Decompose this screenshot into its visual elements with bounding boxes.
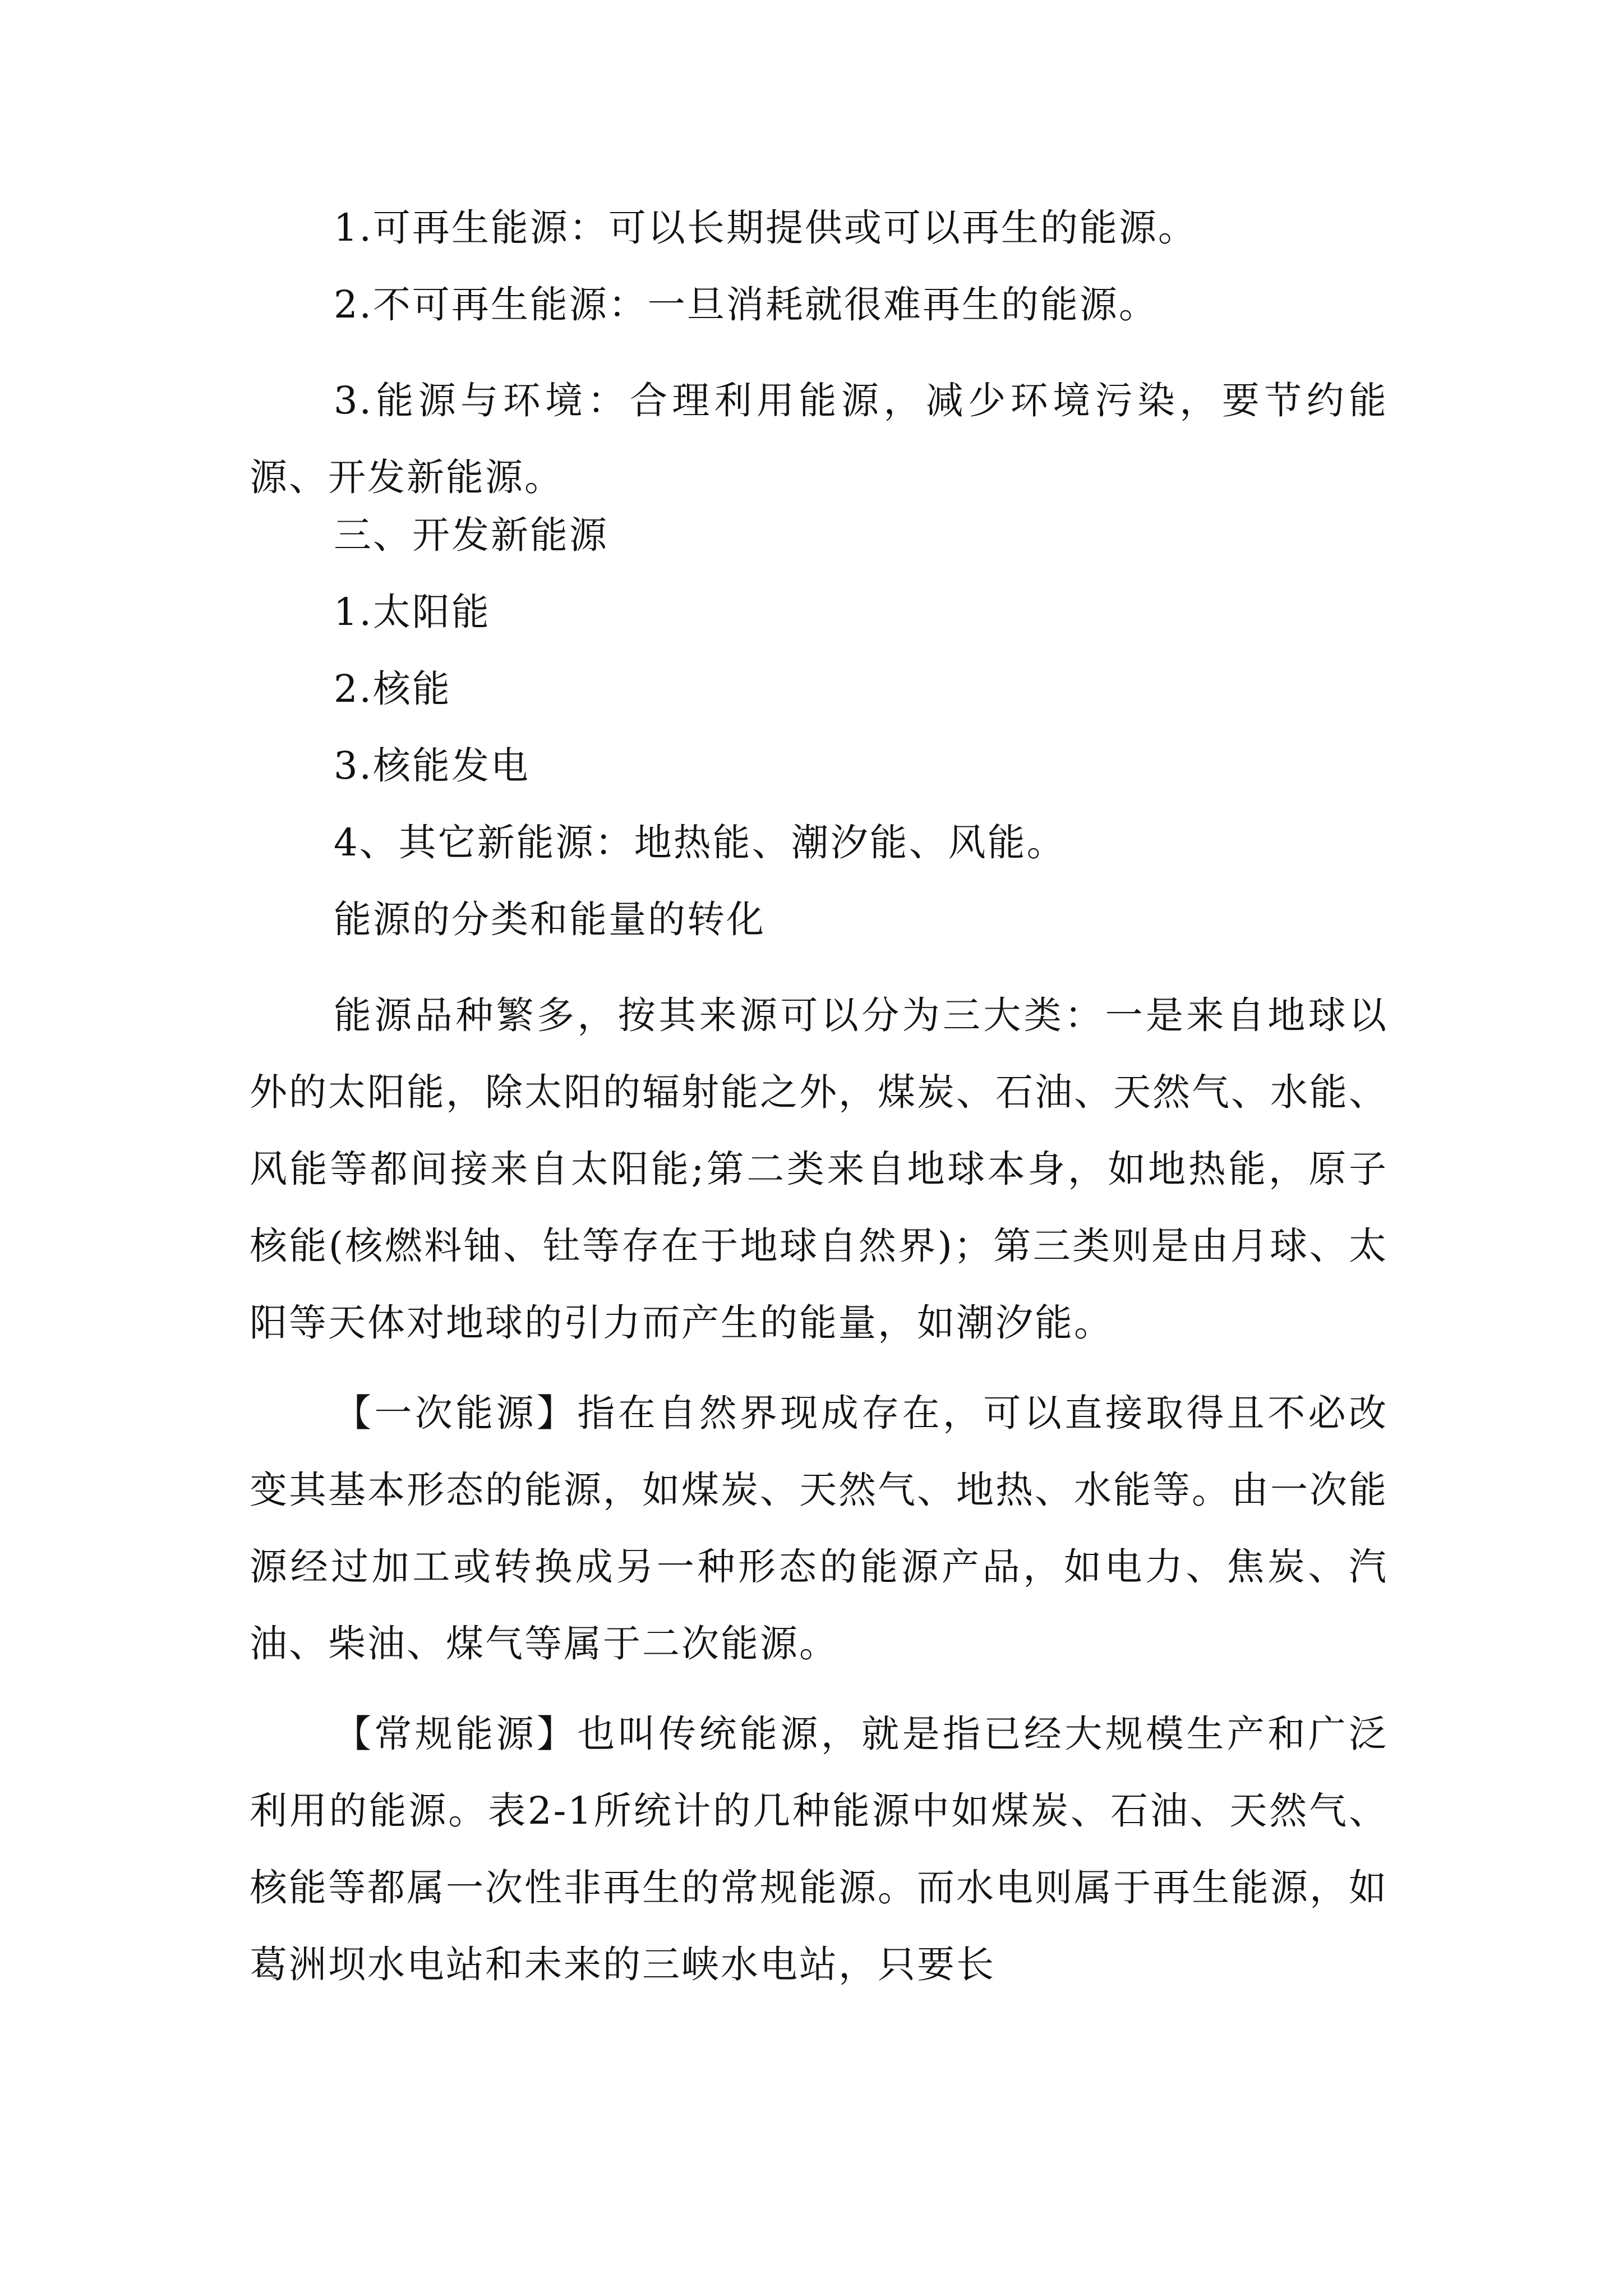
section-heading: 三、开发新能源 [334,513,608,557]
item-solar: 1.太阳能 [334,590,491,634]
paragraph-energy-sources: 能源品种繁多，按其来源可以分为三大类：一是来自地球以外的太阳能，除太阳的辐射能之外，煤炭、石油、天然气、水能、风能等都间接来自太阳能;第二类来自地球本身，如地热能，原子核能(核燃料铀、钍等存在于地球自然界)；第三类则是由月球、太阳等天体对地球的引力而产生的能量，如潮汐能。 [250,993,1388,1345]
item-nonrenewable-energy: 2.不可再生能源：一旦消耗就很难再生的能源。 [334,283,1158,326]
document-body [250,206,1388,2003]
item-nuclear-power: 3.核能发电 [334,744,530,788]
item-nuclear: 2.核能 [334,667,451,711]
item-energy-environment: 3.能源与环境：合理利用能源，减少环境污染，要节约能源、开发新能源。 [250,379,1388,499]
item-other-new-energy: 4、其它新能源：地热能、潮汐能、风能。 [334,821,1066,864]
paragraph-conventional-energy: 【常规能源】也叫传统能源，就是指已经大规模生产和广泛利用的能源。表2-1所统计的几种能源中如煤炭、石油、天然气、核能等都属一次性非再生的常规能源。而水电则属于再生能源，如葛洲坝水电站和未来的三峡水电站，只要长 [250,1712,1388,1986]
paragraph-primary-energy: 【一次能源】指在自然界现成存在，可以直接取得且不必改变其基本形态的能源，如煤炭、天然气、地热、水能等。由一次能源经过加工或转换成另一种形态的能源产品，如电力、焦炭、汽油、柴油、煤气等属于二次能源。 [250,1391,1388,1665]
subtitle: 能源的分类和能量的转化 [334,898,766,941]
item-renewable-energy: 1.可再生能源：可以长期提供或可以再生的能源。 [334,206,1197,250]
